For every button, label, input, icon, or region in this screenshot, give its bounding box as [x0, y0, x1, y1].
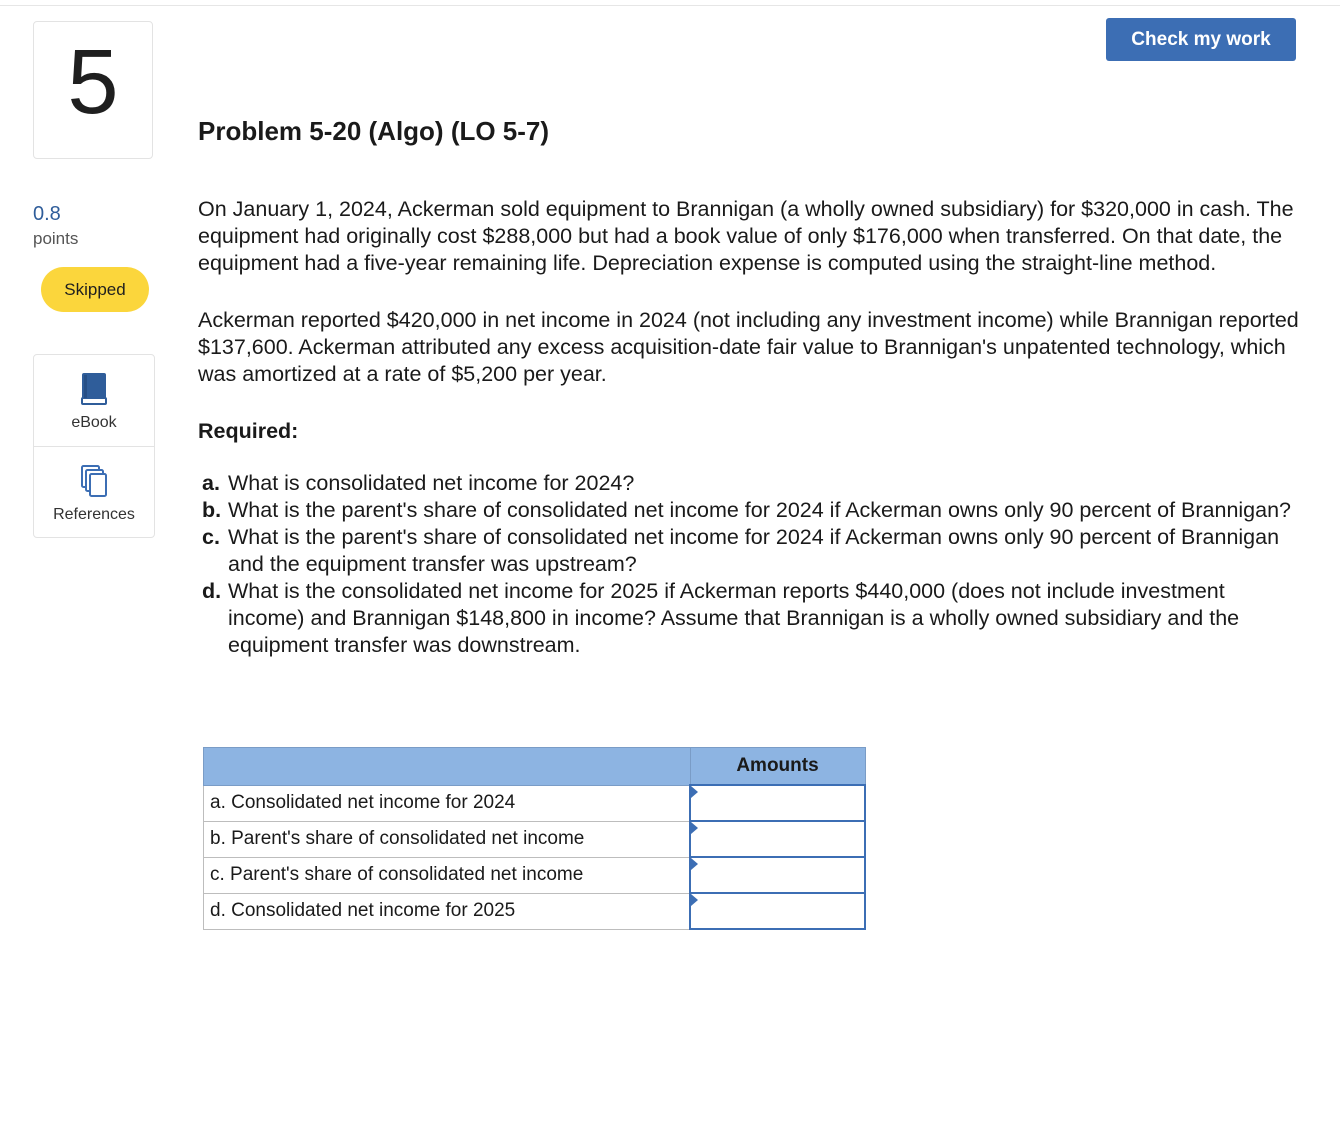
input-marker-icon: [691, 786, 698, 798]
table-row: [204, 893, 866, 929]
tools-panel: [33, 354, 155, 538]
references-icon: [80, 464, 108, 498]
question-number: 5: [67, 31, 119, 133]
references-label: References: [53, 506, 135, 523]
amount-input-a[interactable]: [691, 787, 864, 819]
amount-cell: [690, 893, 865, 929]
references-button[interactable]: [34, 446, 154, 538]
amount-input-c[interactable]: [691, 859, 864, 891]
ebook-button[interactable]: [34, 355, 154, 446]
table-row: [204, 857, 866, 893]
row-label: c. Parent's share of consolidated net income: [204, 857, 691, 893]
input-marker-icon: [691, 822, 698, 834]
status-badge: Skipped: [41, 267, 149, 312]
question-letter: a.: [202, 471, 220, 495]
points-label: points: [33, 229, 79, 248]
book-icon: [80, 372, 108, 406]
table-row: [204, 821, 866, 857]
question-text: What is the consolidated net income for 2025 if Ackerman reports $440,000 (does not include investment income) and Brannigan $148,800 in income? Assume that Brannigan is a wholly owned subsidiary and the equipment transfer was downstream.: [228, 579, 1240, 657]
question-item: [198, 524, 1303, 578]
question-item: [198, 497, 1303, 524]
amount-cell: [690, 857, 865, 893]
check-my-work-button[interactable]: Check my work: [1106, 18, 1296, 61]
top-divider: [0, 5, 1340, 6]
question-text: What is the parent's share of consolidated net income for 2024 if Ackerman owns only 90 percent of Brannigan?: [228, 498, 1292, 522]
amount-input-b[interactable]: [691, 823, 864, 855]
row-label: b. Parent's share of consolidated net income: [204, 821, 691, 857]
question-text: What is consolidated net income for 2024?: [228, 471, 635, 495]
required-heading: Required:: [198, 419, 299, 443]
question-letter: c.: [202, 525, 220, 549]
row-label: a. Consolidated net income for 2024: [204, 785, 691, 821]
answer-table: [203, 747, 866, 930]
problem-paragraph-1: On January 1, 2024, Ackerman sold equipment to Brannigan (a wholly owned subsidiary) for $320,000 in cash. The equipment had originally cost $288,000 but had a book value of only $176,000 when transferred. On that date, the equipment had a five-year remaining life. Depreciation expense is computed using the straight-line method.: [198, 197, 1294, 275]
problem-title: Problem 5-20 (Algo) (LO 5-7): [198, 116, 550, 146]
row-label: d. Consolidated net income for 2025: [204, 893, 691, 929]
question-letter: d.: [202, 579, 222, 603]
problem-paragraph-2: Ackerman reported $420,000 in net income in 2024 (not including any investment income) while Brannigan reported $137,600. Ackerman attributed any excess acquisition-date fair value to Brannigan's unpatented technology, which was amortized at a rate of $5,200 per year.: [198, 308, 1299, 386]
amount-input-d[interactable]: [691, 895, 864, 927]
points-value: 0.8: [33, 203, 61, 225]
question-number-box: [33, 21, 153, 159]
answer-table-header: [204, 748, 866, 786]
input-marker-icon: [691, 894, 698, 906]
header-amounts: Amounts: [690, 748, 865, 786]
problem-content: [198, 196, 1303, 659]
input-marker-icon: [691, 858, 698, 870]
question-text: What is the parent's share of consolidated net income for 2024 if Ackerman owns only 90 percent of Brannigan and the equipment transfer was upstream?: [228, 525, 1280, 576]
question-item: [198, 470, 1303, 497]
amount-cell: [690, 785, 865, 821]
question-letter: b.: [202, 498, 222, 522]
header-blank-cell: [204, 748, 691, 786]
table-row: [204, 785, 866, 821]
question-list: [198, 470, 1303, 659]
ebook-label: eBook: [71, 414, 117, 431]
amount-cell: [690, 821, 865, 857]
question-item: [198, 578, 1303, 659]
